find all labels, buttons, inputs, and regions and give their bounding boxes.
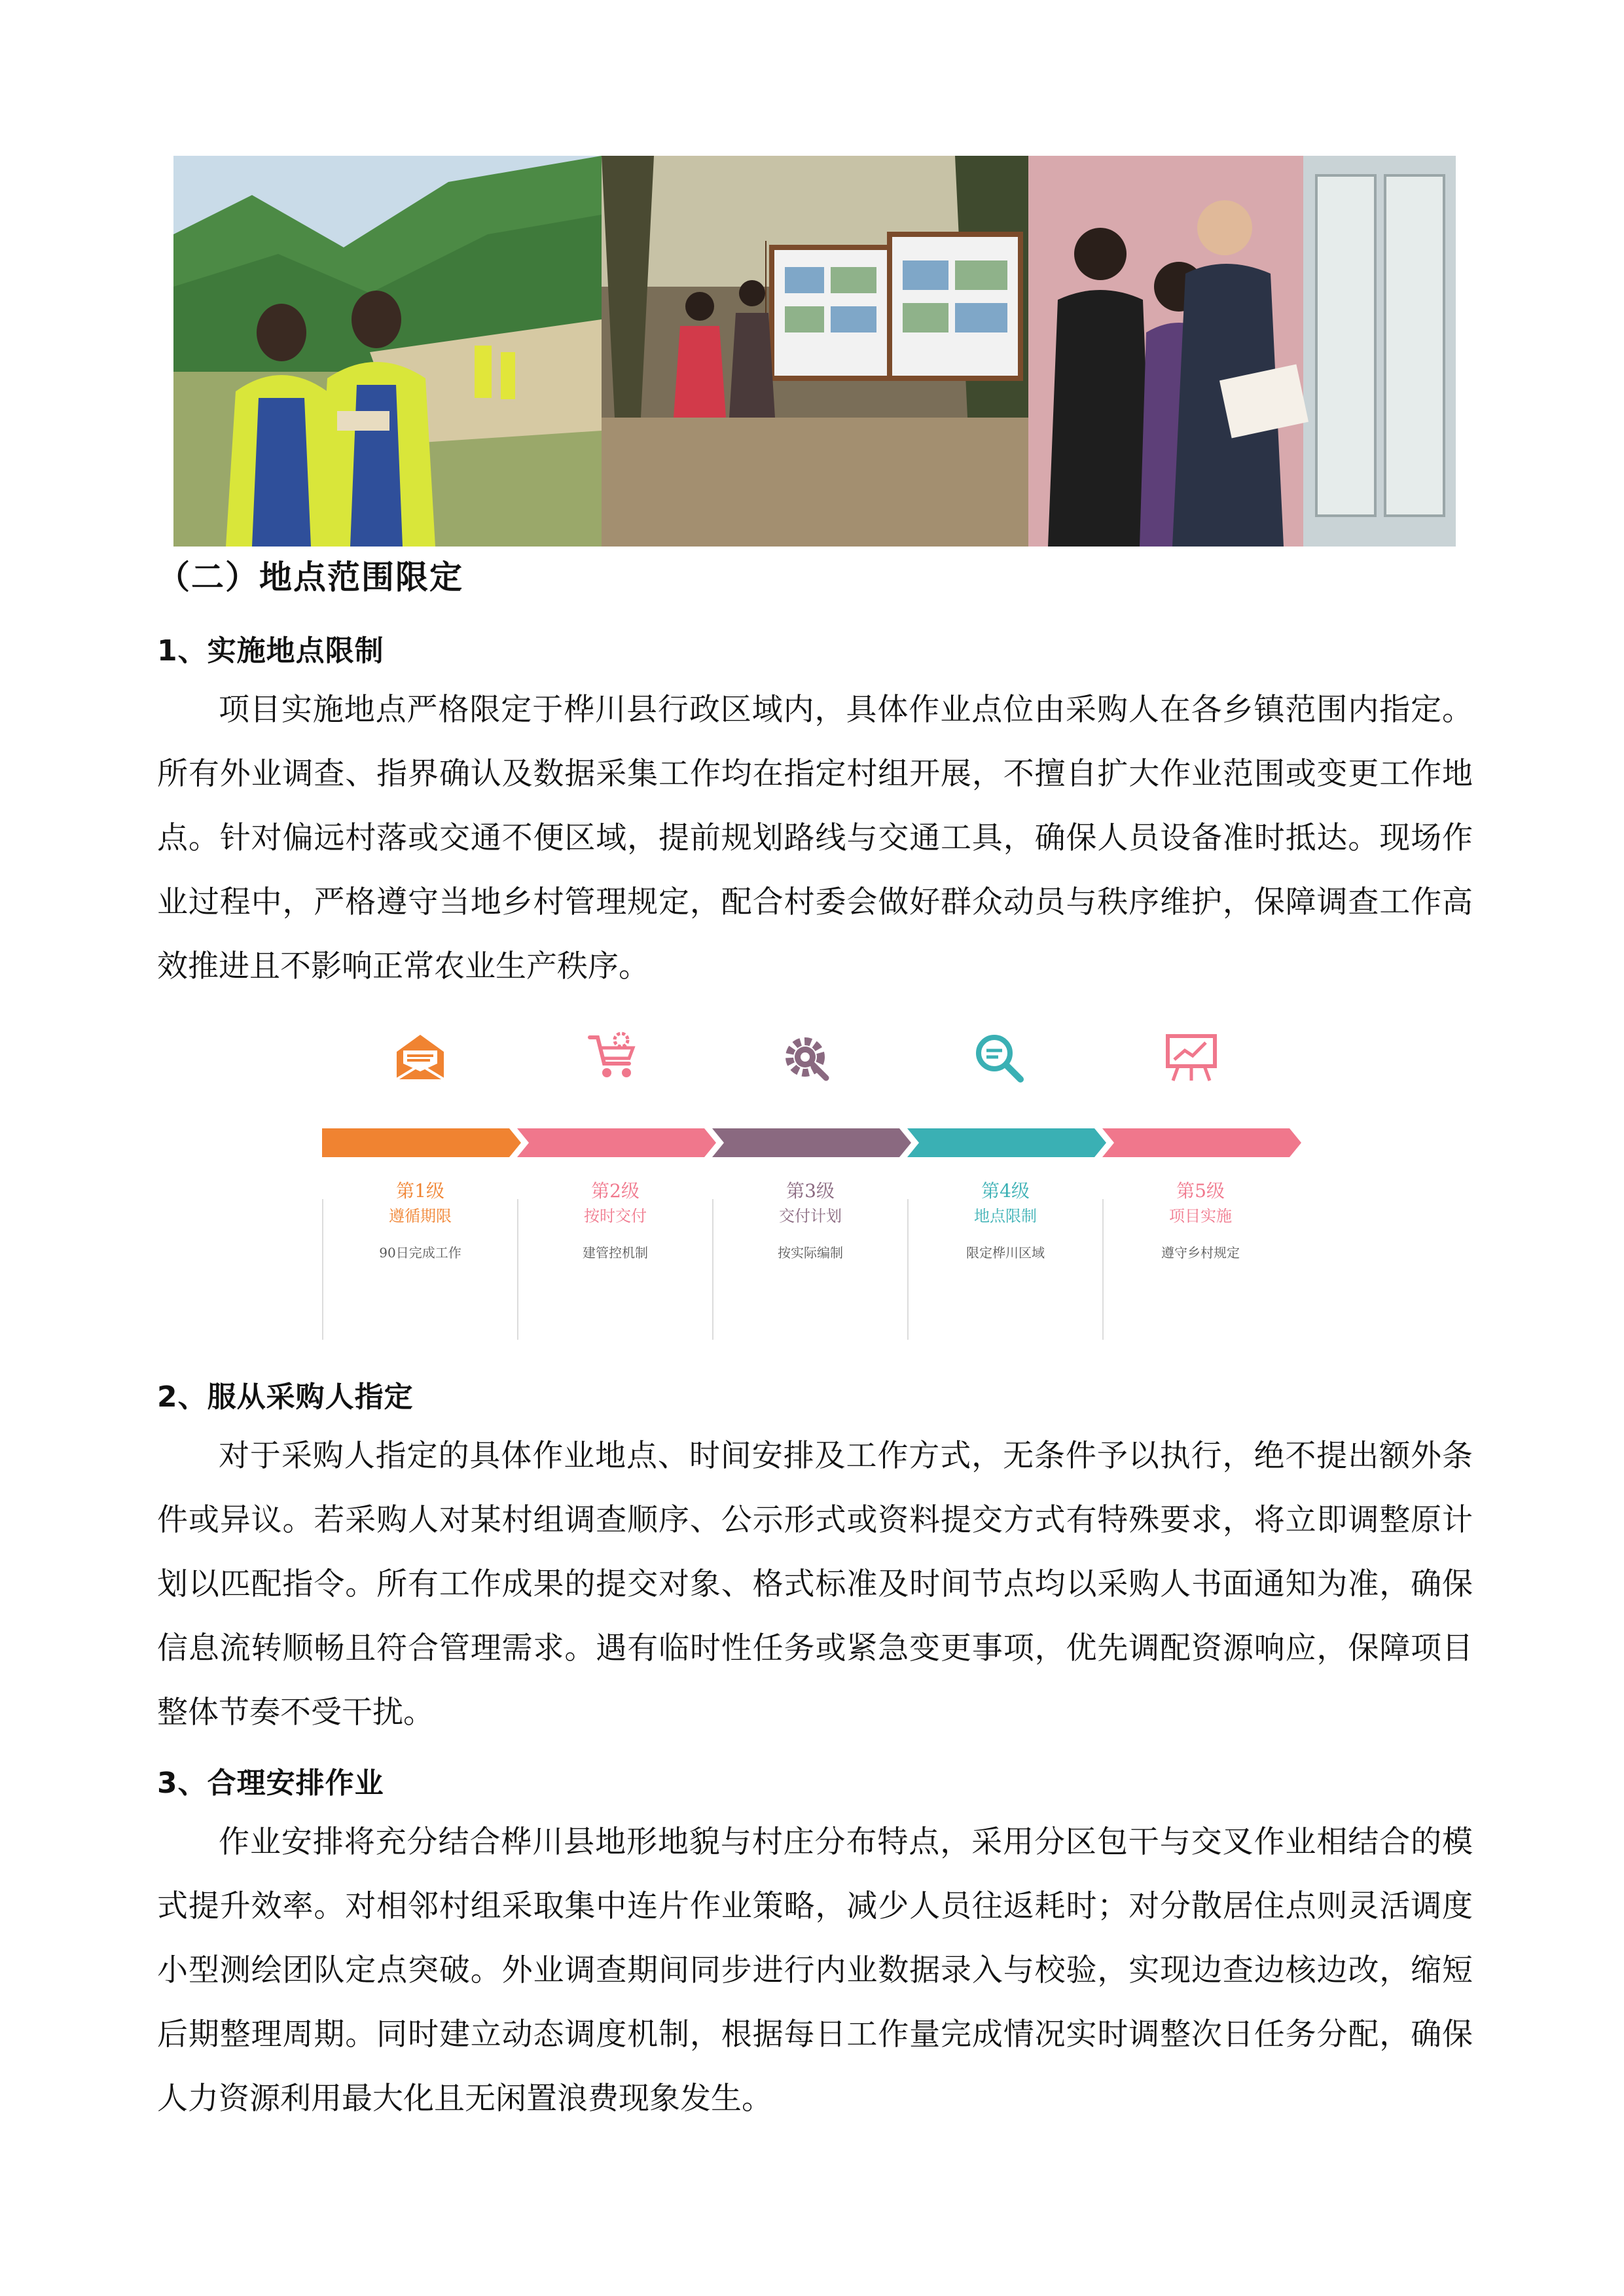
section-title: （二）地点范围限定 [157, 558, 463, 596]
process-step-1 [322, 1178, 518, 1261]
presentation-icon [1165, 1031, 1218, 1083]
step-title: 地点限制 [974, 1207, 1037, 1225]
step-title: 交付计划 [779, 1207, 842, 1225]
subsection-heading-1: 1、实施地点限制 [157, 634, 384, 668]
photo-public-notice-board [602, 156, 1028, 547]
process-arrow-2 [517, 1128, 716, 1157]
subsection-paragraph-2: 对于采购人指定的具体作业地点、时间安排及工作方式，无条件予以执行，绝不提出额外条件或异议。若采购人对某村组调查顺序、公示形式或资料提交方式有特殊要求，将立即调整原计划以匹配指令。所有工作成果的提交对象、格式标准及时间节点均以采购人书面通知为准，确保信息流转顺畅且符合管理需求。遇有临时性任务或紧急变更事项，优先调配资源响应，保障项目整体节奏不受干扰。 [157, 1438, 1473, 1731]
photo-field-survey [173, 156, 602, 547]
process-step-4 [907, 1178, 1104, 1261]
process-arrow-5 [1102, 1128, 1301, 1157]
cart-gear-icon [587, 1031, 640, 1083]
step-level: 第4级 [981, 1180, 1030, 1202]
process-arrow-1 [322, 1128, 521, 1157]
subsection-heading-2: 2、服从采购人指定 [157, 1380, 414, 1414]
process-arrow-3 [712, 1128, 911, 1157]
photo-archive-review [1028, 156, 1456, 547]
step-title: 项目实施 [1169, 1207, 1232, 1225]
search-icon [972, 1031, 1024, 1083]
step-desc: 按实际编制 [778, 1245, 843, 1261]
process-arrow-4 [907, 1128, 1106, 1157]
step-desc: 遵守乡村规定 [1161, 1245, 1240, 1261]
step-title: 遵循期限 [389, 1207, 452, 1225]
step-title: 按时交付 [584, 1207, 647, 1225]
subsection-heading-3: 3、合理安排作业 [157, 1767, 384, 1800]
process-step-5 [1102, 1178, 1299, 1261]
process-step-3 [712, 1178, 909, 1261]
step-level: 第1级 [396, 1180, 444, 1202]
gear-icon [779, 1031, 831, 1083]
step-level: 第2级 [591, 1180, 640, 1202]
step-desc: 限定桦川区域 [966, 1245, 1045, 1261]
step-desc: 90日完成工作 [379, 1245, 461, 1261]
subsection-paragraph-1: 项目实施地点严格限定于桦川县行政区域内，具体作业点位由采购人在各乡镇范围内指定。所有外业调查、指界确认及数据采集工作均在指定村组开展，不擅自扩大作业范围或变更工作地点。针对偏远村落或交通不便区域，提前规划路线与交通工具，确保人员设备准时抵达。现场作业过程中，严格遵守当地乡村管理规定，配合村委会做好群众动员与秩序维护，保障调查工作高效推进且不影响正常农业生产秩序。 [157, 692, 1473, 984]
process-step-2 [517, 1178, 713, 1261]
envelope-icon [394, 1031, 446, 1083]
step-level: 第5级 [1176, 1180, 1225, 1202]
step-desc: 建管控机制 [583, 1245, 648, 1261]
subsection-paragraph-3: 作业安排将充分结合桦川县地形地貌与村庄分布特点，采用分区包干与交叉作业相结合的模式提升效率。对相邻村组采取集中连片作业策略，减少人员往返耗时；对分散居住点则灵活调度小型测绘团队定点突破。外业调查期间同步进行内业数据录入与校验，实现边查边核边改，缩短后期整理周期。同时建立动态调度机制，根据每日工作量完成情况实时调整次日任务分配，确保人力资源利用最大化且无闲置浪费现象发生。 [157, 1824, 1473, 2117]
step-level: 第3级 [786, 1180, 835, 1202]
